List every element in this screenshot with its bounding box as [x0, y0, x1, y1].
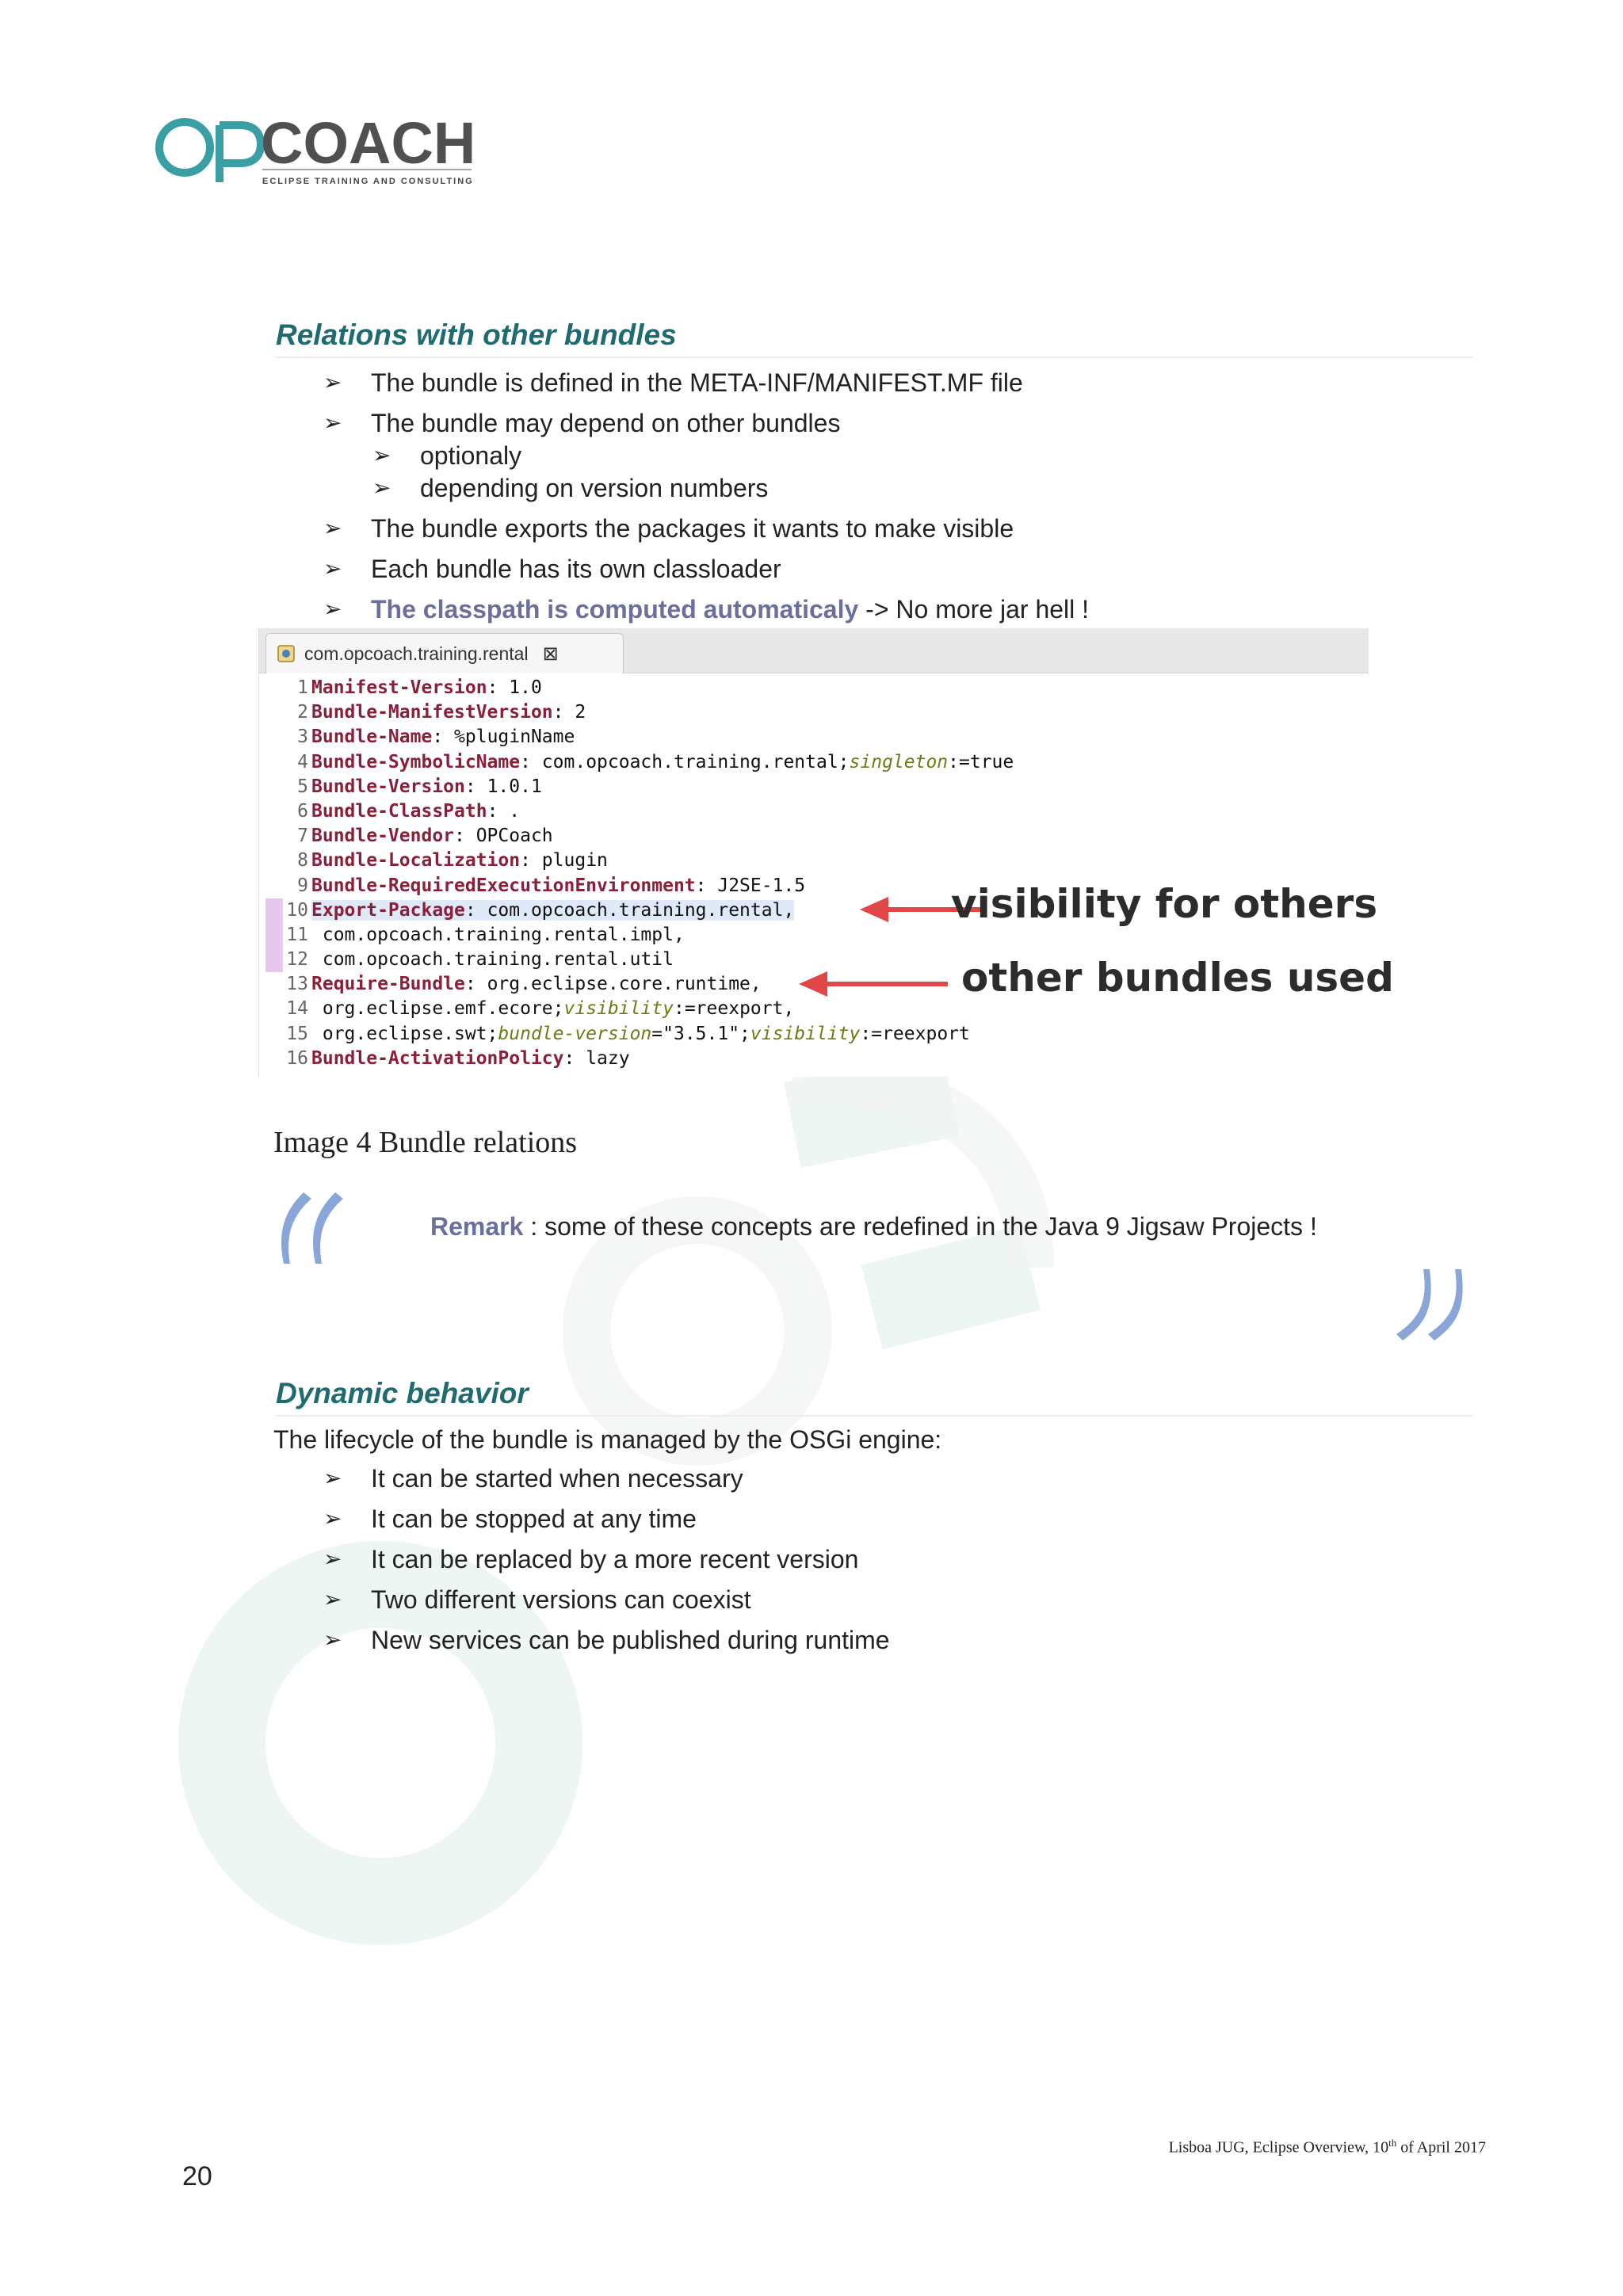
manifest-value: : com.opcoach.training.rental; — [520, 751, 850, 772]
bullet-arrow-icon: ➢ — [323, 370, 342, 395]
line-number: 16 — [286, 1047, 308, 1069]
bullet-item: ➢ It can be started when necessary — [323, 1464, 743, 1493]
bullet-item: ➢ Two different versions can coexist — [323, 1585, 751, 1614]
editor-tab-label: com.opcoach.training.rental — [304, 643, 529, 664]
manifest-key: Bundle-ClassPath — [311, 800, 487, 822]
annotation-require: other bundles used — [961, 955, 1394, 1001]
manifest-key: Bundle-Vendor — [311, 826, 455, 847]
manifest-value: : com.opcoach.training.rental, — [464, 899, 795, 921]
manifest-value: : org.eclipse.core.runtime, — [464, 974, 762, 995]
bullet-arrow-icon: ➢ — [372, 475, 391, 500]
bullet-arrow-icon: ➢ — [372, 443, 391, 467]
manifest-value: : J2SE-1.5 — [695, 875, 806, 896]
code-content[interactable] — [311, 801, 520, 822]
line-number: 6 — [297, 800, 308, 822]
code-content[interactable] — [311, 677, 542, 698]
bullet-item: ➢ The bundle exports the packages it wants to make visible — [323, 514, 1014, 543]
code-content[interactable] — [311, 925, 685, 945]
manifest-key: Bundle-Name — [311, 727, 433, 748]
bullet-item-classpath: ➢ The classpath is computed automaticaly -> No more jar hell ! — [323, 595, 1090, 624]
manifest-key: Bundle-SymbolicName — [311, 751, 521, 772]
manifest-directive: bundle-version — [498, 1023, 652, 1044]
manifest-value: : lazy — [563, 1047, 630, 1069]
manifest-key: Bundle-Localization — [311, 850, 521, 871]
plugin-icon — [276, 643, 296, 664]
code-line — [259, 1047, 1369, 1071]
manifest-value: com.opcoach.training.rental.impl, — [311, 924, 685, 945]
sub-bullet-item: ➢ depending on version numbers — [372, 474, 769, 502]
manifest-value: org.eclipse.emf.ecore; — [311, 998, 564, 1020]
line-number: 5 — [297, 776, 308, 797]
manifest-value: :=true — [948, 751, 1014, 772]
line-number: 3 — [297, 727, 308, 748]
bullet-item: ➢ New services can be published during runtime — [323, 1626, 890, 1654]
sub-bullet-item: ➢ optionaly — [372, 441, 522, 470]
bullet-arrow-icon: ➢ — [323, 1587, 342, 1611]
remark-text: Remark : some of these concepts are redefined in the Java 9 Jigsaw Projects ! — [430, 1212, 1317, 1241]
manifest-value: : 1.0.1 — [464, 776, 542, 797]
code-content[interactable] — [311, 1048, 630, 1069]
manifest-key: Bundle-ManifestVersion — [311, 702, 553, 723]
line-number: 8 — [297, 850, 308, 871]
change-marker — [265, 923, 283, 948]
change-marker — [265, 898, 283, 923]
line-number: 9 — [297, 875, 308, 896]
editor-tab[interactable] — [265, 633, 624, 673]
manifest-key: Export-Package — [311, 899, 465, 921]
manifest-key: Bundle-Version — [311, 776, 465, 797]
code-line — [259, 824, 1369, 849]
manifest-key: Manifest-Version — [311, 677, 487, 698]
line-number: 11 — [286, 924, 308, 945]
line-number: 12 — [286, 949, 308, 971]
line-number: 10 — [286, 899, 308, 921]
code-line — [259, 676, 1369, 700]
code-content[interactable] — [311, 776, 542, 797]
code-content[interactable] — [311, 702, 586, 723]
footer-text: Lisboa JUG, Eclipse Overview, 10th of April 2017 — [1168, 2137, 1486, 2157]
lifecycle-intro: The lifecycle of the bundle is managed by the OSGi engine: — [273, 1425, 942, 1454]
manifest-value: : plugin — [520, 850, 608, 871]
manifest-directive: visibility — [750, 1023, 861, 1044]
manifest-value: :=reexport — [860, 1023, 970, 1044]
section-title-dynamic: Dynamic behavior — [276, 1377, 1472, 1417]
logo-tagline: ECLIPSE TRAINING AND CONSULTING — [262, 177, 474, 186]
classpath-highlight: The classpath is computed automaticaly — [371, 595, 859, 624]
bullet-arrow-icon: ➢ — [323, 1547, 342, 1571]
line-number: 14 — [286, 998, 308, 1020]
code-line — [259, 1022, 1369, 1047]
line-number: 13 — [286, 974, 308, 995]
manifest-directive: singleton — [849, 751, 949, 772]
bullet-item: ➢ The bundle may depend on other bundles — [323, 409, 841, 437]
bullet-arrow-icon: ➢ — [323, 597, 342, 621]
manifest-value: ="3.5.1"; — [651, 1023, 750, 1044]
opcoach-logo — [155, 111, 479, 190]
code-content[interactable] — [311, 900, 794, 921]
code-line — [259, 799, 1369, 824]
code-content[interactable] — [311, 727, 575, 747]
code-line — [259, 775, 1369, 799]
code-content[interactable] — [311, 826, 553, 846]
line-number: 2 — [297, 702, 308, 723]
code-line — [259, 750, 1369, 775]
logo-coach-text: COACH — [261, 111, 476, 176]
code-line — [259, 725, 1369, 749]
code-content[interactable] — [311, 998, 794, 1019]
bullet-arrow-icon: ➢ — [323, 1627, 342, 1652]
manifest-value: : OPCoach — [454, 826, 553, 847]
manifest-key: Require-Bundle — [311, 974, 465, 995]
close-icon[interactable]: ⊠ — [542, 643, 559, 665]
manifest-value: : %pluginName — [432, 727, 575, 748]
manifest-value: :=reexport, — [673, 998, 795, 1020]
bullet-item: ➢ It can be replaced by a more recent version — [323, 1545, 859, 1573]
manifest-value: com.opcoach.training.rental.util — [311, 949, 674, 971]
code-line — [259, 849, 1369, 873]
bullet-item: ➢ The bundle is defined in the META-INF/MANIFEST.MF file — [323, 368, 1023, 397]
manifest-code — [259, 676, 1369, 1071]
code-content[interactable] — [311, 875, 805, 896]
annotation-export: visibility for others — [951, 881, 1378, 927]
manifest-value: org.eclipse.swt; — [311, 1023, 498, 1044]
manifest-value: : 1.0 — [487, 677, 542, 698]
line-number: 15 — [286, 1023, 308, 1044]
bullet-arrow-icon: ➢ — [323, 410, 342, 435]
manifest-value: : . — [487, 800, 521, 822]
code-content[interactable] — [311, 752, 1014, 772]
manifest-directive: visibility — [563, 998, 674, 1020]
code-content[interactable] — [311, 949, 674, 970]
bullet-arrow-icon: ➢ — [323, 1506, 342, 1531]
bullet-item: ➢ It can be stopped at any time — [323, 1505, 697, 1533]
code-content[interactable] — [311, 850, 608, 871]
code-content[interactable] — [311, 1024, 970, 1044]
manifest-value: : 2 — [552, 702, 586, 723]
line-number: 1 — [297, 677, 308, 698]
close-quote-icon — [1388, 1261, 1476, 1348]
bullet-arrow-icon: ➢ — [323, 1466, 342, 1490]
line-number: 7 — [297, 826, 308, 847]
code-content[interactable] — [311, 974, 762, 994]
change-marker — [265, 948, 283, 972]
image-caption: Image 4 Bundle relations — [273, 1126, 578, 1159]
bullet-arrow-icon: ➢ — [323, 516, 342, 540]
remark-label: Remark — [430, 1212, 524, 1241]
manifest-editor-screenshot — [258, 628, 1369, 1077]
section-title-relations: Relations with other bundles — [276, 318, 1472, 358]
code-line — [259, 700, 1369, 725]
open-quote-icon — [268, 1184, 343, 1272]
code-line — [259, 997, 1369, 1021]
arrow-left-icon — [799, 968, 949, 1000]
bullet-arrow-icon: ➢ — [323, 556, 342, 581]
bullet-item: ➢ Each bundle has its own classloader — [323, 555, 781, 583]
manifest-key: Bundle-ActivationPolicy — [311, 1047, 564, 1069]
page-number: 20 — [182, 2161, 212, 2191]
manifest-key: Bundle-RequiredExecutionEnvironment — [311, 875, 696, 896]
line-number: 4 — [297, 751, 308, 772]
